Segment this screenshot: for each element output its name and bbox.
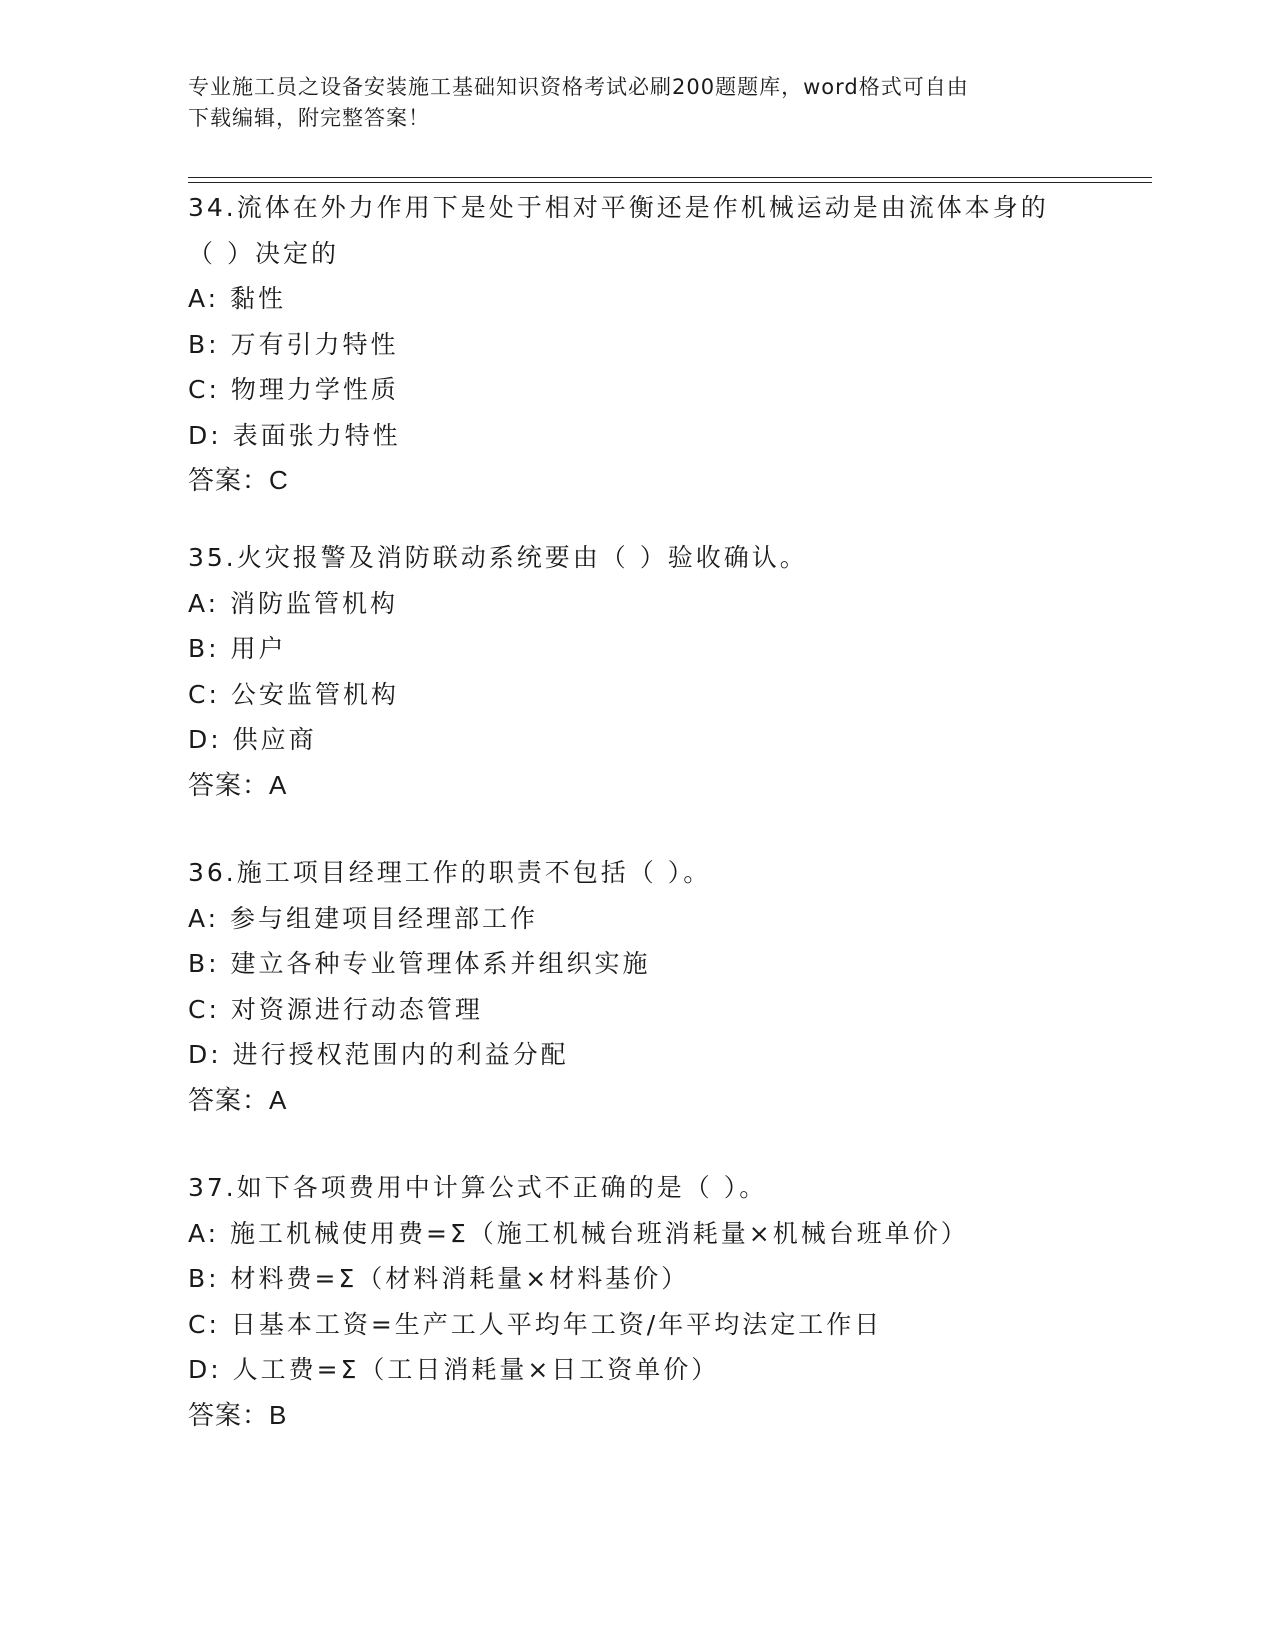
question-stem: 34.流体在外力作用下是处于相对平衡还是作机械运动是由流体本身的 bbox=[188, 193, 1049, 222]
answer: 答案：C bbox=[188, 465, 289, 495]
question-stem-continued: （ ）决定的 bbox=[188, 238, 339, 268]
answer: 答案：A bbox=[188, 1084, 288, 1115]
question-36 bbox=[188, 850, 1088, 1123]
header-divider bbox=[188, 177, 1152, 183]
option-b: B: 用户 bbox=[188, 634, 287, 663]
answer: 答案：A bbox=[188, 769, 288, 800]
option-a: A: 参与组建项目经理部工作 bbox=[188, 903, 539, 933]
document-header bbox=[188, 72, 1088, 134]
option-a: A: 施工机械使用费=Σ（施工机械台班消耗量×机械台班单价） bbox=[188, 1218, 969, 1248]
option-c: C: 物理力学性质 bbox=[188, 375, 399, 404]
question-stem: 35.火灾报警及消防联动系统要由（ ）验收确认。 bbox=[188, 543, 808, 572]
option-b: B: 材料费=Σ（材料消耗量×材料基价） bbox=[188, 1264, 690, 1293]
option-c: C: 对资源进行动态管理 bbox=[188, 994, 483, 1024]
question-34 bbox=[188, 185, 1088, 504]
question-35 bbox=[188, 535, 1088, 808]
question-stem: 36.施工项目经理工作的职责不包括（ ）。 bbox=[188, 858, 712, 887]
option-a: A: 消防监管机构 bbox=[188, 588, 399, 618]
option-d: D: 进行授权范围内的利益分配 bbox=[188, 1040, 569, 1069]
option-d: D: 供应商 bbox=[188, 725, 317, 754]
option-c: C: 公安监管机构 bbox=[188, 679, 399, 709]
option-a: A: 黏性 bbox=[188, 284, 287, 313]
header-line-1: 专业施工员之设备安装施工基础知识资格考试必刷200题题库，word格式可自由 bbox=[188, 75, 969, 99]
header-line-2: 下载编辑，附完整答案！ bbox=[188, 106, 430, 130]
answer: 答案：B bbox=[188, 1399, 288, 1430]
option-c: C: 日基本工资=生产工人平均年工资/年平均法定工作日 bbox=[188, 1309, 883, 1339]
question-stem: 37.如下各项费用中计算公式不正确的是（ ）。 bbox=[188, 1173, 768, 1202]
option-b: B: 万有引力特性 bbox=[188, 329, 399, 359]
option-d: D: 人工费=Σ（工日消耗量×日工资单价） bbox=[188, 1355, 720, 1384]
question-37 bbox=[188, 1165, 1088, 1438]
option-d: D: 表面张力特性 bbox=[188, 420, 401, 450]
option-b: B: 建立各种专业管理体系并组织实施 bbox=[188, 949, 651, 978]
